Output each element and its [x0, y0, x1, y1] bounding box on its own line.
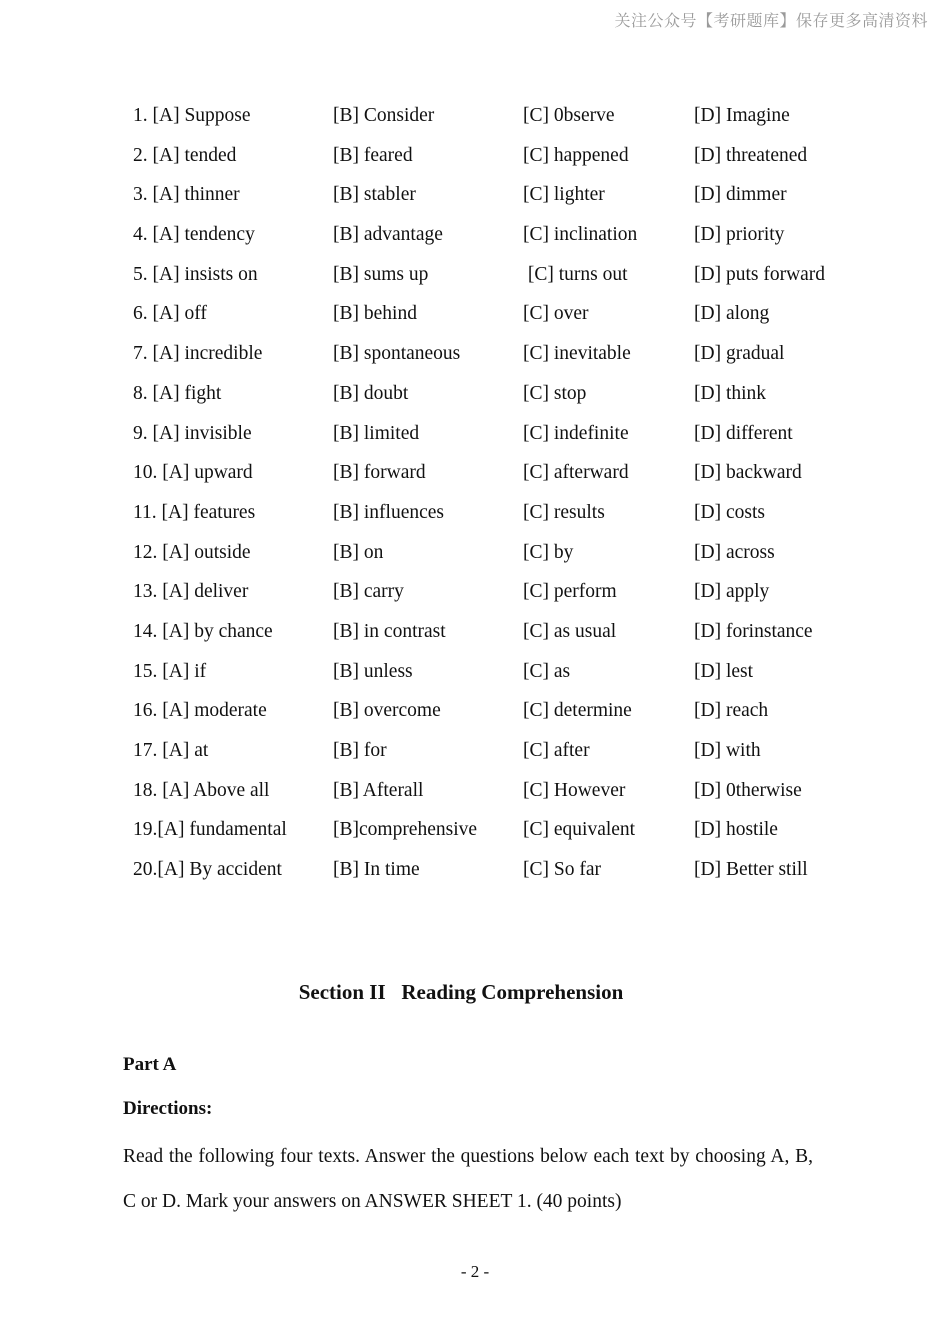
option-b: [B] advantage	[333, 224, 443, 246]
option-c: [C] perform	[523, 581, 617, 603]
option-d: [D] with	[694, 740, 761, 761]
option-b: [B] Afterall	[333, 779, 424, 801]
option-row	[0, 215, 950, 255]
option-row	[0, 691, 950, 731]
option-b: [B] in contrast	[333, 620, 446, 642]
option-c: [C] indefinite	[523, 422, 629, 444]
option-d: [D] forinstance	[694, 620, 813, 642]
option-c: [C] over	[523, 303, 589, 325]
option-a: 3. [A] thinner	[133, 184, 240, 206]
option-row	[0, 414, 950, 454]
option-d: [D] Better still	[694, 859, 808, 881]
option-c: [C] afterward	[523, 462, 629, 484]
option-b: [B]comprehensive	[333, 819, 478, 841]
option-a: 9. [A] invisible	[133, 422, 252, 444]
option-row	[0, 771, 950, 811]
option-b: [B] influences	[333, 501, 445, 523]
option-row	[0, 493, 950, 533]
option-row	[0, 374, 950, 414]
page-number: - 2 -	[460, 1262, 490, 1281]
directions-label: Directions:	[123, 1098, 213, 1119]
option-a: 13. [A] deliver	[133, 581, 249, 603]
option-c: [C] lighter	[523, 184, 605, 206]
option-c: [C] after	[523, 740, 590, 761]
option-a: 1. [A] Suppose	[133, 105, 251, 126]
option-d: [D] 0therwise	[694, 779, 802, 801]
option-b: [B] behind	[333, 303, 417, 325]
option-a: 20.[A] By accident	[133, 859, 282, 881]
option-d: [D] threatened	[694, 144, 808, 166]
option-d: [D] different	[694, 422, 793, 444]
option-a: 14. [A] by chance	[133, 620, 273, 642]
option-a: 2. [A] tended	[133, 144, 237, 166]
option-c: [C] by	[523, 541, 574, 563]
option-d: [D] reach	[694, 700, 769, 722]
option-row	[0, 334, 950, 374]
option-b: [B] sums up	[333, 263, 429, 285]
option-row	[0, 175, 950, 215]
option-row	[0, 453, 950, 493]
option-c: [C] results	[523, 501, 605, 523]
option-b: [B] spontaneous	[333, 343, 461, 365]
option-d: [D] along	[694, 303, 770, 325]
option-b: [B] for	[333, 740, 387, 761]
option-a: 7. [A] incredible	[133, 343, 263, 365]
option-row	[0, 850, 950, 890]
option-a: 16. [A] moderate	[133, 700, 267, 722]
option-b: [B] overcome	[333, 700, 441, 722]
option-a: 8. [A] fight	[133, 382, 222, 404]
option-c: [C] happened	[523, 144, 629, 166]
option-d: [D] costs	[694, 501, 765, 523]
option-c: [C] inevitable	[523, 343, 631, 365]
option-a: 18. [A] Above all	[133, 779, 270, 801]
option-d: [D] think	[694, 382, 767, 404]
option-row	[0, 731, 950, 771]
option-row	[0, 136, 950, 176]
option-b: [B] Consider	[333, 105, 435, 126]
option-c: [C] as	[523, 660, 571, 682]
option-row	[0, 533, 950, 573]
option-d: [D] gradual	[694, 343, 785, 365]
option-a: 15. [A] if	[133, 660, 207, 682]
option-a: 6. [A] off	[133, 303, 207, 325]
directions-text: Read the following four texts. Answer the questions below each text by choosing A, B, C or D. Mark your answers on ANSWER SHEET 1. (40 points)	[123, 1146, 813, 1212]
option-a: 19.[A] fundamental	[133, 819, 287, 841]
option-b: [B] forward	[333, 462, 426, 484]
option-d: [D] backward	[694, 462, 802, 484]
option-b: [B] on	[333, 541, 384, 563]
section-title: Section II Reading Comprehension	[298, 980, 624, 1004]
option-d: [D] dimmer	[694, 184, 787, 206]
option-row	[0, 810, 950, 850]
option-d: [D] Imagine	[694, 105, 790, 126]
option-c: [C] as usual	[523, 620, 617, 642]
option-d: [D] apply	[694, 581, 770, 603]
option-a: 17. [A] at	[133, 740, 209, 761]
option-row	[0, 612, 950, 652]
option-d: [D] puts forward	[694, 263, 826, 285]
option-c: [C] stop	[523, 382, 587, 404]
option-d: [D] lest	[694, 660, 754, 682]
part-label: Part A	[123, 1054, 177, 1075]
option-row	[0, 96, 950, 136]
option-a: 5. [A] insists on	[133, 263, 258, 285]
option-a: 12. [A] outside	[133, 541, 251, 563]
option-d: [D] priority	[694, 224, 785, 246]
option-b: [B] unless	[333, 660, 413, 682]
option-b: [B] limited	[333, 422, 420, 444]
watermark: 关注公众号【考研题库】保存更多高清资料	[614, 11, 928, 30]
option-b: [B] stabler	[333, 184, 416, 206]
option-row	[0, 294, 950, 334]
option-b: [B] feared	[333, 144, 413, 166]
option-b: [B] carry	[333, 581, 404, 603]
option-row	[0, 255, 950, 295]
option-b: [B] doubt	[333, 382, 409, 404]
cloze-options-list	[0, 96, 950, 890]
option-a: 11. [A] features	[133, 501, 256, 523]
option-b: [B] In time	[333, 859, 420, 881]
option-a: 10. [A] upward	[133, 462, 253, 484]
option-d: [D] across	[694, 541, 775, 563]
option-a: 4. [A] tendency	[133, 224, 255, 246]
option-c: [C] determine	[523, 700, 632, 722]
option-c: [C] 0bserve	[523, 105, 615, 126]
option-row	[0, 572, 950, 612]
option-c: [C] However	[523, 779, 626, 801]
option-d: [D] hostile	[694, 819, 778, 841]
option-c: [C] equivalent	[523, 819, 636, 841]
option-c: [C] inclination	[523, 224, 638, 246]
option-c: [C] turns out	[523, 263, 628, 285]
option-c: [C] So far	[523, 859, 601, 881]
option-row	[0, 652, 950, 692]
